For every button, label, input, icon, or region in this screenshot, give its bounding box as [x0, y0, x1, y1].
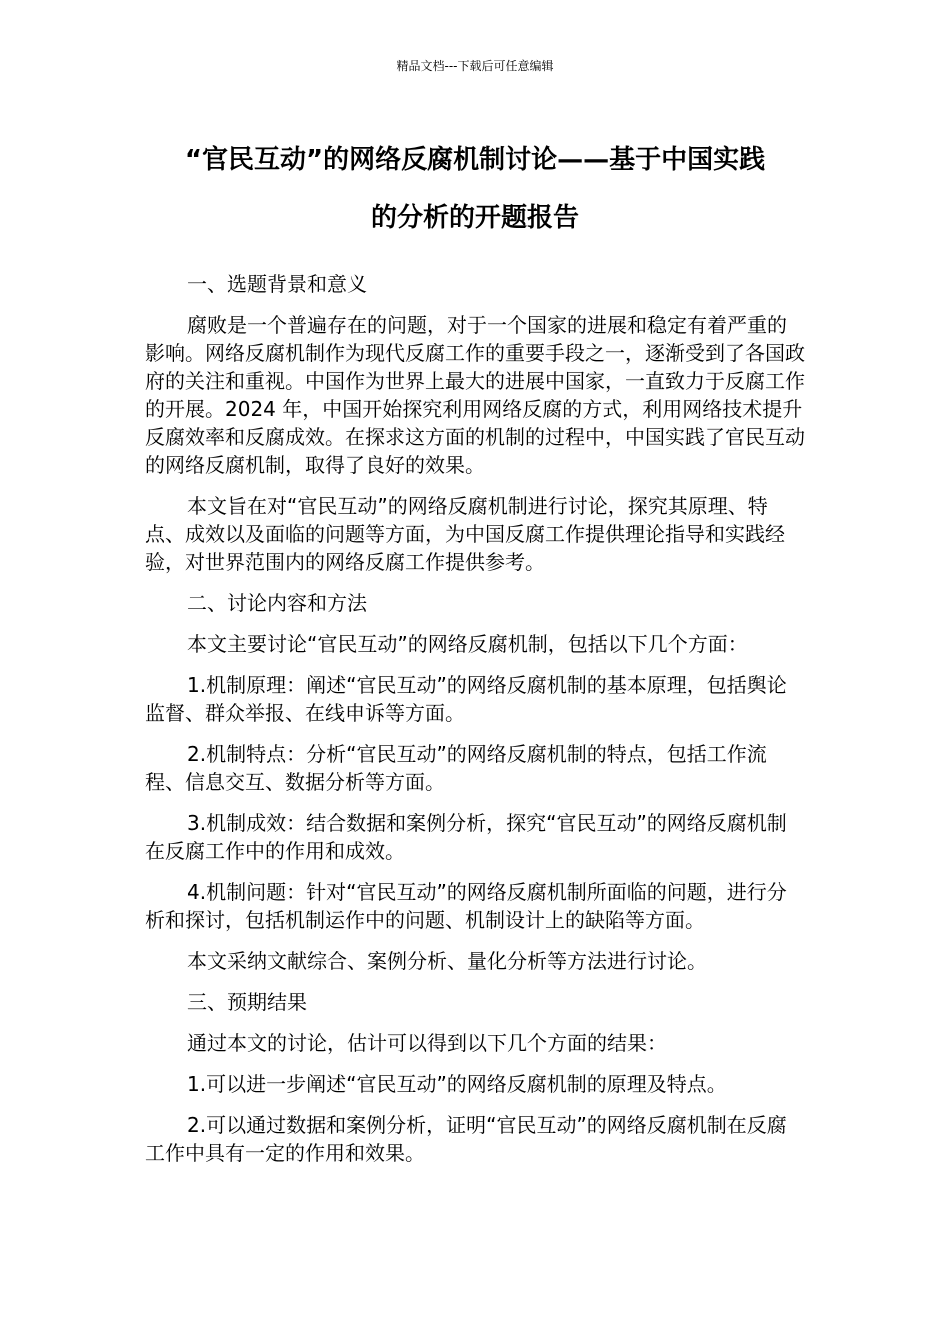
section-heading-background: 一、选题背景和意义 — [187, 272, 367, 296]
paragraph: 本文采纳文献综合、案例分析、量化分析等方法进行讨论。 — [187, 949, 707, 973]
title-line-2: 的分析的开题报告 — [370, 203, 579, 233]
section-heading-expected-results: 三、预期结果 — [187, 990, 307, 1014]
document-title — [145, 131, 805, 247]
page-header: 精品文档---下载后可任意编辑 — [396, 59, 554, 73]
section-heading-content-method: 二、讨论内容和方法 — [187, 591, 367, 615]
list-item: 3.机制成效：结合数据和案例分析，探究“官民互动”的网络反腐机制在反腐工作中的作用和成效。 — [145, 811, 787, 863]
paragraph: 本文主要讨论“官民互动”的网络反腐机制，包括以下几个方面： — [187, 632, 748, 656]
paragraph: 通过本文的讨论，估计可以得到以下几个方面的结果： — [187, 1031, 667, 1055]
list-item: 1.机制原理：阐述“官民互动”的网络反腐机制的基本原理，包括舆论监督、群众举报、在线申诉等方面。 — [145, 673, 787, 725]
list-item: 2.机制特点：分析“官民互动”的网络反腐机制的特点，包括工作流程、信息交互、数据分析等方面。 — [145, 742, 767, 794]
paragraph: 本文旨在对“官民互动”的网络反腐机制进行讨论，探究其原理、特点、成效以及面临的问题等方面，为中国反腐工作提供理论指导和实践经验，对世界范围内的网络反腐工作提供参考。 — [145, 494, 785, 574]
title-line-1: “官民互动”的网络反腐机制讨论——基于中国实践 — [184, 145, 766, 175]
list-item: 2.可以通过数据和案例分析，证明“官民互动”的网络反腐机制在反腐工作中具有一定的作用和效果。 — [145, 1113, 787, 1165]
document-body — [145, 270, 805, 1180]
paragraph: 腐败是一个普遍存在的问题，对于一个国家的进展和稳定有着严重的影响。网络反腐机制作为现代反腐工作的重要手段之一，逐渐受到了各国政府的关注和重视。中国作为世界上最大的进展中国家，一直致力于反腐工作的开展。2024 年，中国开始探究利用网络反腐的方式，利用网络技术提升反腐效率和反腐成效。在探求这方面的机制的过程中，中国实践了官民互动的网络反腐机制，取得了良好的效果。 — [145, 313, 805, 477]
list-item: 1.可以进一步阐述“官民互动”的网络反腐机制的原理及特点。 — [187, 1072, 727, 1096]
list-item: 4.机制问题：针对“官民互动”的网络反腐机制所面临的问题，进行分析和探讨，包括机制运作中的问题、机制设计上的缺陷等方面。 — [145, 880, 787, 932]
